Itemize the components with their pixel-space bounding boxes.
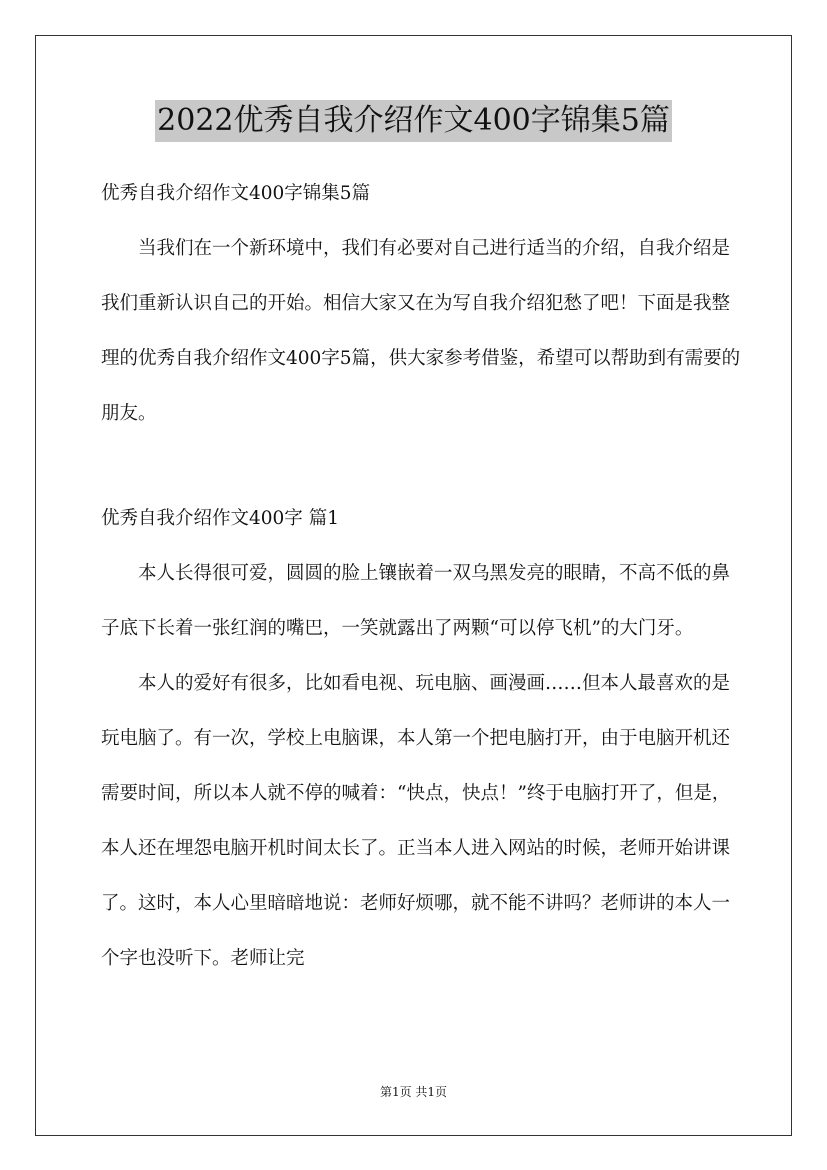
document-subtitle [101,166,741,441]
section-paragraph-1: 本人长得很可爱，圆圆的脸上镶嵌着一双乌黑发亮的眼睛，不高不低的鼻子底下长着一张红润的嘴巴，一笑就露出了两颗“可以停飞机”的大门牙。 [101,563,731,639]
section-heading: 优秀自我介绍作文400字 篇1 [101,508,339,529]
section-paragraph-2: 本人的爱好有很多，比如看电视、玩电脑、画漫画……但本人最喜欢的是玩电脑了。有一次，学校上电脑课，本人第一个把电脑打开，由于电脑开机还需要时间，所以本人就不停的喊着：“快点，快点！”终于电脑打开了，但是，本人还在埋怨电脑开机时间太长了。正当本人进入网站的时候，老师开始讲课了。这时，本人心里暗暗地说：老师好烦哪，就不能不讲吗？老师讲的本人一个字也没听下。老师让完 [101,673,731,969]
intro-paragraph: 当我们在一个新环境中，我们有必要对自己进行适当的介绍，自我介绍是我们重新认识自己的开始。相信大家又在为写自我介绍犯愁了吧！下面是我整理的优秀自我介绍作文400字5篇，供大家参考借鉴，希望可以帮助到有需要的朋友。 [101,238,741,424]
page-footer: 第1页 共1页 [379,1085,448,1099]
section-1 [101,491,741,986]
subtitle-text: 优秀自我介绍作文400字锦集5篇 [101,183,371,204]
title-container [0,100,827,142]
document-title: 2022优秀自我介绍作文400字锦集5篇 [155,100,672,142]
